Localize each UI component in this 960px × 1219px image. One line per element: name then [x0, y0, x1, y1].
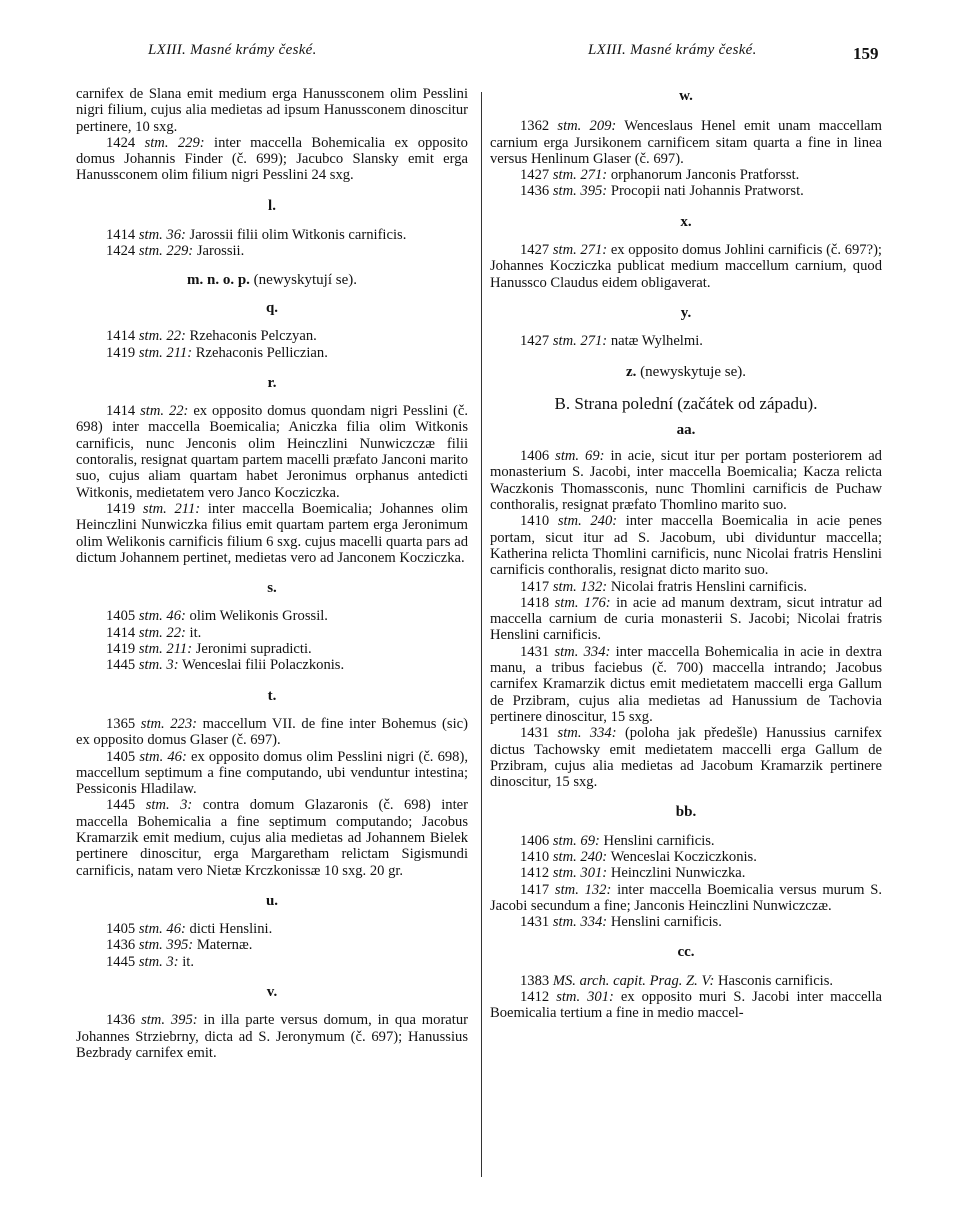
- paragraph: [490, 973, 882, 989]
- stm-reference: stm. 46:: [138, 921, 186, 938]
- paragraph: [490, 242, 882, 291]
- section-heading-cc: cc.: [677, 944, 695, 961]
- year: 1405: [106, 921, 136, 938]
- paragraph: [490, 118, 882, 167]
- year: 1419: [106, 500, 136, 517]
- year: 1417: [520, 881, 550, 898]
- entry-text: inter maccella Bohemicalia ex opposito domus Johannis Finder (č. 699); Jacubco Slansky emit erga Hanussconem olim filium nigri Pesslini 24 sxg.: [76, 134, 468, 184]
- entry-text: olim Welikonis Grossil.: [189, 608, 328, 625]
- paragraph: [76, 749, 468, 798]
- column-divider: [481, 92, 482, 1177]
- entry-text: orphanorum Janconis Pratforsst.: [610, 167, 800, 184]
- stm-reference: stm. 22:: [138, 328, 186, 345]
- entry: [76, 227, 468, 243]
- stm-reference: stm. 229:: [144, 134, 205, 151]
- entry-text: ex opposito domus olim Pesslini nigri (č. 698), maccellum septimum a fine computando, ubi venduntur intestina; Pessiconis Hladilaw.: [76, 748, 468, 798]
- entry-text: ex opposito domus Johlini carnificis (č. 697?); Johannes Kocziczka publicat medium maccellum carnium, quod Hanussco Claudus eidem obligaverat.: [490, 242, 882, 291]
- stm-reference: stm. 46:: [138, 608, 186, 625]
- entry-text: ex opposito muri S. Jacobi inter maccella Boemicalia tertium a fine in medio maccel-: [490, 989, 883, 1022]
- section-heading-s: s.: [267, 580, 277, 597]
- paragraph: [490, 579, 882, 595]
- stm-reference: stm. 211:: [142, 500, 201, 517]
- year: 1365: [106, 715, 136, 732]
- entry-text: Nicolai fratris Henslini carnificis.: [610, 578, 807, 595]
- stm-reference: stm. 176:: [554, 594, 611, 611]
- year: 1445: [106, 797, 136, 814]
- running-header-right: LXIII. Masné krámy české.: [588, 42, 757, 58]
- stm-reference: stm. 211:: [138, 344, 193, 361]
- section-note: (newyskytuje se).: [640, 363, 746, 380]
- entry: [76, 921, 468, 937]
- entry: [76, 608, 468, 624]
- paragraph: [490, 448, 882, 513]
- entry: [490, 833, 882, 849]
- year: 1414: [106, 403, 136, 420]
- paragraph: [76, 403, 468, 501]
- paragraph: [76, 716, 468, 749]
- stm-reference: stm. 211:: [138, 641, 193, 658]
- year: 1406: [520, 832, 550, 849]
- year: 1417: [520, 578, 550, 595]
- stm-reference: stm. 3:: [145, 797, 193, 814]
- year: 1405: [106, 748, 136, 765]
- entry-text: Henslini carnificis.: [603, 832, 715, 849]
- year: 1419: [106, 641, 136, 658]
- left-column: [76, 86, 468, 1061]
- paragraph: [490, 183, 882, 199]
- year: 1414: [106, 624, 136, 641]
- page-number: 159: [853, 44, 879, 63]
- stm-reference: stm. 3:: [138, 657, 179, 674]
- entry-text: inter maccella Boemicalia in acie penes portam, sicut itur ad S. Jacobum, ubi dividuntur maccella; Katherina relicta Thomlini carnificis, nunc Nicolai fratris Henslini carnificis conthoralis, resignat dicto marito suo.: [490, 513, 882, 579]
- entry-text: (poloha jak předešle) Hanussius carnifex dictus Tachowsky emit medietatem maccelli erga Gallum de Przibram, cujus alia medietas ad Jacobum Kramarzik pertinere dinoscitur, 15 sxg.: [490, 725, 883, 791]
- section-heading-u: u.: [265, 892, 279, 909]
- paragraph: [76, 1012, 468, 1061]
- stm-reference: stm. 132:: [554, 881, 612, 898]
- section-b-title: B. Strana polední (začátek od západu).: [554, 393, 818, 413]
- year: 1414: [106, 328, 136, 345]
- stm-reference: stm. 69:: [555, 448, 605, 465]
- section-heading-t: t.: [267, 687, 277, 704]
- entry-text: Heinczlini Nunwiczka.: [610, 865, 746, 882]
- entry-text: Wenceslaus Henel emit unam maccellam carnium erga Jursikonem carnificem sitam quarta a fine in linea versus Henlinum Glaser (č. 697).: [490, 118, 883, 167]
- entry-text: Wenceslai filii Polaczkonis.: [181, 657, 345, 674]
- stm-reference: stm. 3:: [138, 953, 179, 970]
- year: 1424: [106, 243, 136, 260]
- stm-reference: stm. 301:: [556, 989, 614, 1006]
- entry: [76, 641, 468, 657]
- year: 1405: [106, 608, 136, 625]
- right-column: [490, 86, 882, 1022]
- entry-text: in illa parte versus domum, in qua moratur Johannes Strziebrny, dicta ad S. Jeronymum (č. 697); Hanussius Bezbrady carnifex emit.: [76, 1012, 468, 1061]
- stm-reference: stm. 209:: [557, 118, 617, 135]
- year: 1383: [520, 972, 550, 989]
- year: 1418: [520, 594, 550, 611]
- stm-reference: stm. 132:: [552, 578, 608, 595]
- stm-reference: stm. 69:: [552, 832, 600, 849]
- entry-text: inter maccella Boemicalia; Johannes olim Heinczlini Nunwiczka filius emit quartam partem erga Jeronimum olim Welikonis carnificis filium 6 sxg. cujus macelli quarta pars ad dictum Johannem pertinet, medietas vero ad Janconem Kocziczka.: [76, 500, 468, 566]
- stm-reference: stm. 240:: [557, 513, 618, 530]
- section-heading-y: y.: [680, 304, 692, 321]
- stm-reference: stm. 301:: [552, 865, 608, 882]
- entry-text: ex opposito domus quondam nigri Pesslini (č. 698) inter maccella Boemicalia; Aniczka filia olim Witkonis carnificis, nunc Jenconis olim Heinczlini Nunwiczczæ filii contoralis, resignat quartam partem macelli præfato Janconi marito suo, cujus aliam quartam habet Jeronimus orphanus antedicti Witkonis, medietatem vero Janco Kocziczka.: [76, 403, 469, 501]
- entry-text: inter maccella Bohemicalia in acie in dextra manu, a tribus faciebus (č. 700) maccella intrando; Jacobus carnifex Kramarzik dictus emit medietatem maccelli erga Gallum de Przibram, cujus alia medietas ad Hanussium de Tachovia pertinere dinoscitur, 15 sxg.: [490, 643, 883, 725]
- stm-reference: stm. 229:: [138, 243, 194, 260]
- year: 1362: [520, 118, 550, 135]
- stm-reference: stm. 395:: [552, 183, 608, 200]
- year: 1436: [106, 937, 136, 954]
- stm-reference: stm. 22:: [138, 624, 186, 641]
- entry-text: Rzehaconis Pelczyan.: [189, 328, 317, 345]
- paragraph: [76, 501, 468, 566]
- entry: [76, 328, 468, 344]
- stm-reference: stm. 271:: [552, 167, 608, 184]
- section-heading-x: x.: [680, 213, 692, 230]
- year: 1410: [520, 513, 550, 530]
- section-heading-r: r.: [267, 374, 277, 391]
- year: 1431: [520, 643, 550, 660]
- paragraph: [490, 167, 882, 183]
- running-header-left: LXIII. Masné krámy české.: [148, 42, 317, 58]
- entry-text: Rzehaconis Pelliczian.: [195, 344, 328, 361]
- year: 1427: [520, 167, 550, 184]
- entry-text: contra domum Glazaronis (č. 698) inter maccella Bohemicalia a fine septimum computando; Jacobus Kramarzik emit medium, cujus alia medietas ad Johannem Bielek pertinere dinoscitur, erga Margaretham relictam Sigismundi carnificis, natam vero Nietæ Krczkonissæ 10 sxg. 20 gr.: [76, 797, 468, 879]
- year: 1414: [106, 227, 136, 244]
- section-heading-bb: bb.: [675, 804, 697, 821]
- entry-text: Procopii nati Johannis Pratworst.: [610, 183, 804, 200]
- stm-reference: stm. 223:: [140, 715, 198, 732]
- entry: [76, 657, 468, 673]
- stm-reference: stm. 271:: [552, 242, 608, 259]
- entry: [490, 865, 882, 881]
- stm-reference: stm. 36:: [138, 227, 186, 244]
- entry-text: it.: [189, 624, 202, 641]
- entry: [490, 914, 882, 930]
- section-heading-q: q.: [265, 299, 279, 316]
- entry: [76, 625, 468, 641]
- stm-reference: stm. 22:: [140, 403, 189, 420]
- section-heading-v: v.: [266, 984, 278, 1001]
- year: 1436: [520, 183, 550, 200]
- paragraph: carnifex de Slana emit medium erga Hanussconem olim Pesslini nigri filium, cujus alia medietas ad ipsum Hanussconem dinoscitur pertinere, 10 sxg.: [76, 86, 468, 135]
- stm-reference: stm. 271:: [552, 333, 608, 350]
- entry: [490, 333, 882, 349]
- entry-text: Henslini carnificis.: [610, 914, 722, 931]
- paragraph: [490, 989, 882, 1022]
- stm-reference: stm. 334:: [552, 914, 608, 931]
- entry-text: Jarossii filii olim Witkonis carnificis.: [189, 227, 407, 244]
- year: 1410: [520, 848, 550, 865]
- entry-text: it.: [182, 953, 194, 970]
- entry-text: maccellum VII. de fine inter Bohemus (sic) ex opposito domus Glaser (č. 697).: [76, 715, 468, 749]
- year: 1436: [106, 1012, 136, 1029]
- entry-text: Jarossii.: [196, 243, 245, 260]
- stm-reference: stm. 334:: [557, 725, 617, 742]
- section-heading-z: [490, 364, 882, 380]
- paragraph: [490, 725, 882, 790]
- entry-text: natæ Wylhelmi.: [610, 333, 703, 350]
- year: 1406: [520, 448, 550, 465]
- year: 1445: [106, 953, 136, 970]
- entry: [76, 937, 468, 953]
- section-note: (newyskytují se).: [253, 271, 357, 288]
- entry: [490, 849, 882, 865]
- entry-text: in acie, sicut itur per portam posteriorem ad monasterium S. Jacobi, inter maccella Boemicalia; Kacza relicta Waczkonis Thomassconis, nunc Thomlini carnificis de Puchaw conthoralis, resignat præfato Thomlino marito suo.: [490, 448, 882, 514]
- entry-text: in acie ad manum dextram, sicut intratur ad maccella carnium de curia monasterii S. Jacobi; Nicolai fratris Henslini carnificis.: [490, 594, 882, 644]
- year: 1431: [520, 914, 550, 931]
- section-heading-l: l.: [268, 197, 276, 214]
- stm-reference: stm. 240:: [552, 848, 608, 865]
- stm-reference: stm. 46:: [139, 748, 187, 765]
- entry-text: dicti Henslini.: [189, 921, 273, 938]
- year: 1419: [106, 344, 136, 361]
- entry: [76, 243, 468, 259]
- entry-text: inter maccella Boemicalia versus murum S. Jacobi secundum a fine; Janconis Heinczlini Nunwiczczæ.: [490, 881, 882, 914]
- paragraph: [490, 513, 882, 578]
- year: 1424: [106, 134, 136, 151]
- year: 1427: [520, 242, 550, 259]
- entry: [76, 345, 468, 361]
- year: 1412: [520, 989, 550, 1006]
- source-reference: MS. arch. capit. Prag. Z. V:: [552, 972, 715, 989]
- paragraph: [490, 882, 882, 915]
- year: 1431: [520, 725, 550, 742]
- entry-text: Hasconis carnificis.: [717, 972, 834, 989]
- stm-reference: stm. 334:: [554, 643, 611, 660]
- year: 1427: [520, 333, 550, 350]
- paragraph: [76, 135, 468, 184]
- section-heading-aa: aa.: [676, 421, 696, 438]
- stm-reference: stm. 395:: [138, 937, 194, 954]
- entry-text: Wenceslai Kocziczkonis.: [610, 848, 757, 865]
- stm-reference: stm. 395:: [141, 1012, 198, 1029]
- paragraph: [490, 595, 882, 644]
- paragraph: [490, 644, 882, 725]
- entry-text: Maternæ.: [196, 937, 253, 954]
- entry-text: Jeronimi supradicti.: [195, 641, 312, 658]
- section-letter: z.: [626, 363, 637, 380]
- year: 1412: [520, 865, 550, 882]
- section-heading-w: w.: [679, 88, 693, 104]
- section-letters: m. n. o. p.: [186, 271, 250, 288]
- entry: [76, 954, 468, 970]
- section-heading-mnop: [76, 272, 468, 288]
- paragraph: [76, 797, 468, 878]
- year: 1445: [106, 657, 136, 674]
